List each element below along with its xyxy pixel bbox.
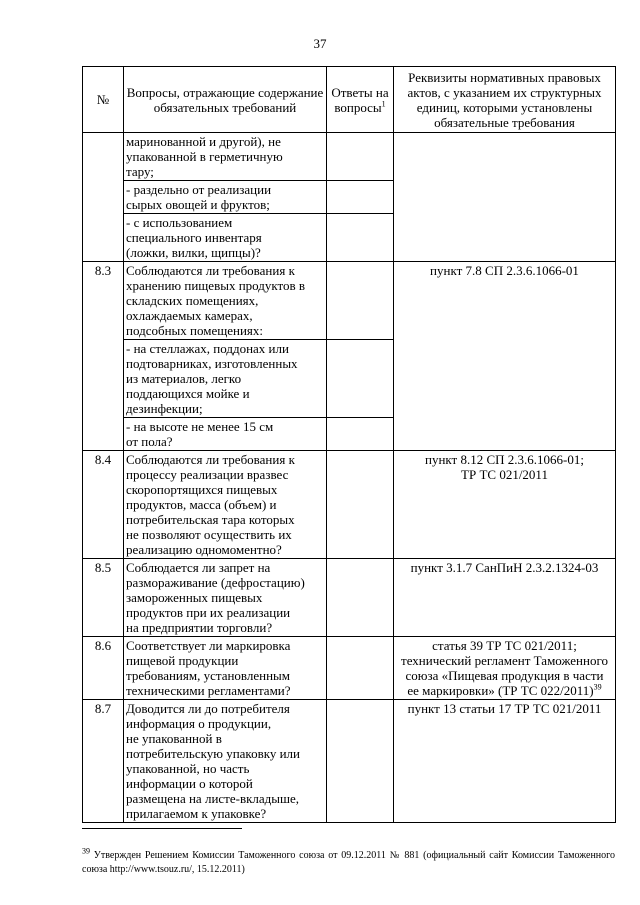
requisites-cell: пункт 8.12 СП 2.3.6.1066-01; ТР ТС 021/2011 <box>394 451 616 559</box>
answer-cell[interactable] <box>327 637 394 700</box>
requisites-cell: пункт 7.8 СП 2.3.6.1066-01 <box>394 262 616 451</box>
question-cell: - раздельно от реализации сырых овощей и фруктов; <box>124 181 327 214</box>
footnote <box>82 846 615 877</box>
table-row <box>83 700 616 823</box>
answer-cell[interactable] <box>327 559 394 637</box>
header-num: № <box>83 67 124 133</box>
question-cell: Соответствует ли маркировка пищевой продукции требованиям, установленным техническими регламентами? <box>124 637 327 700</box>
table-row <box>83 637 616 700</box>
answer-cell[interactable] <box>327 700 394 823</box>
requisites-cell <box>394 133 616 262</box>
answer-cell[interactable] <box>327 418 394 451</box>
page-number: 37 <box>313 36 327 51</box>
question-cell: - на высоте не менее 15 см от пола? <box>124 418 327 451</box>
question-cell: Соблюдается ли запрет на размораживание (дефростацию) замороженных пищевых продуктов при их реализации на предприятии торговли? <box>124 559 327 637</box>
row-num: 8.4 <box>83 451 124 559</box>
footnote-text: Утвержден Решением Комиссии Таможенного союза от 09.12.2011 № 881 (официальный сайт Комиссии Таможенного союза http://www.tsouz.ru/, 15.12.2011) <box>82 850 615 875</box>
answer-cell[interactable] <box>327 262 394 340</box>
table-row <box>83 262 616 340</box>
footnote-ref-39: 39 <box>593 682 602 692</box>
question-cell: Соблюдаются ли требования к процессу реализации вразвес скоропортящихся пищевых продуктов, масса (объем) и потребительская тара которых не позволяют осуществить их реализацию одномоментно? <box>124 451 327 559</box>
requisites-cell: пункт 3.1.7 СанПиН 2.3.2.1324-03 <box>394 559 616 637</box>
header-answers <box>327 67 394 133</box>
answer-cell[interactable] <box>327 133 394 181</box>
table-row <box>83 559 616 637</box>
question-cell: Доводится ли до потребителя информация о продукции, не упакованной в потребительскую упаковку или упакованной, но часть информации о которой размещена на листе-вкладыше, прилагаемом к упаковке? <box>124 700 327 823</box>
requirements-table <box>82 66 616 823</box>
answer-cell[interactable] <box>327 340 394 418</box>
table-row <box>83 451 616 559</box>
footnote-ref-1: 1 <box>381 99 386 109</box>
question-cell: Соблюдаются ли требования к хранению пищевых продуктов в складских помещениях, охлаждаемых камерах, подсобных помещениях: <box>124 262 327 340</box>
row-num-cell <box>83 133 124 262</box>
footnote-marker: 39 <box>82 846 90 856</box>
row-num: 8.5 <box>83 559 124 637</box>
footnote-divider <box>82 828 242 829</box>
header-requisites: Реквизиты нормативных правовых актов, с указанием их структурных единиц, которыми установлены обязательные требования <box>394 67 616 133</box>
question-cell: маринованной и другой), не упакованной в герметичную тару; <box>124 133 327 181</box>
requisites-cell: статья 39 ТР ТС 021/2011; технический регламент Таможенного союза «Пищевая продукция в части ее маркировки» (ТР ТС 022/2011)$^{39}$ <box>394 637 616 700</box>
header-questions: Вопросы, отражающие содержание обязательных требований <box>124 67 327 133</box>
answer-cell[interactable] <box>327 451 394 559</box>
row-num: 8.6 <box>83 637 124 700</box>
question-cell: - на стеллажах, поддонах или подтоварниках, изготовленных из материалов, легко поддающихся мойке и дезинфекции; <box>124 340 327 418</box>
answer-cell[interactable] <box>327 181 394 214</box>
header-answers-text: Ответы на вопросы <box>331 84 389 115</box>
question-cell: - с использованием специального инвентаря (ложки, вилки, щипцы)? <box>124 214 327 262</box>
row-num: 8.3 <box>83 262 124 451</box>
requisites-cell: пункт 13 статьи 17 ТР ТС 021/2011 <box>394 700 616 823</box>
answer-cell[interactable] <box>327 214 394 262</box>
table-header-row <box>83 67 616 133</box>
table-row <box>83 133 616 181</box>
row-num: 8.7 <box>83 700 124 823</box>
